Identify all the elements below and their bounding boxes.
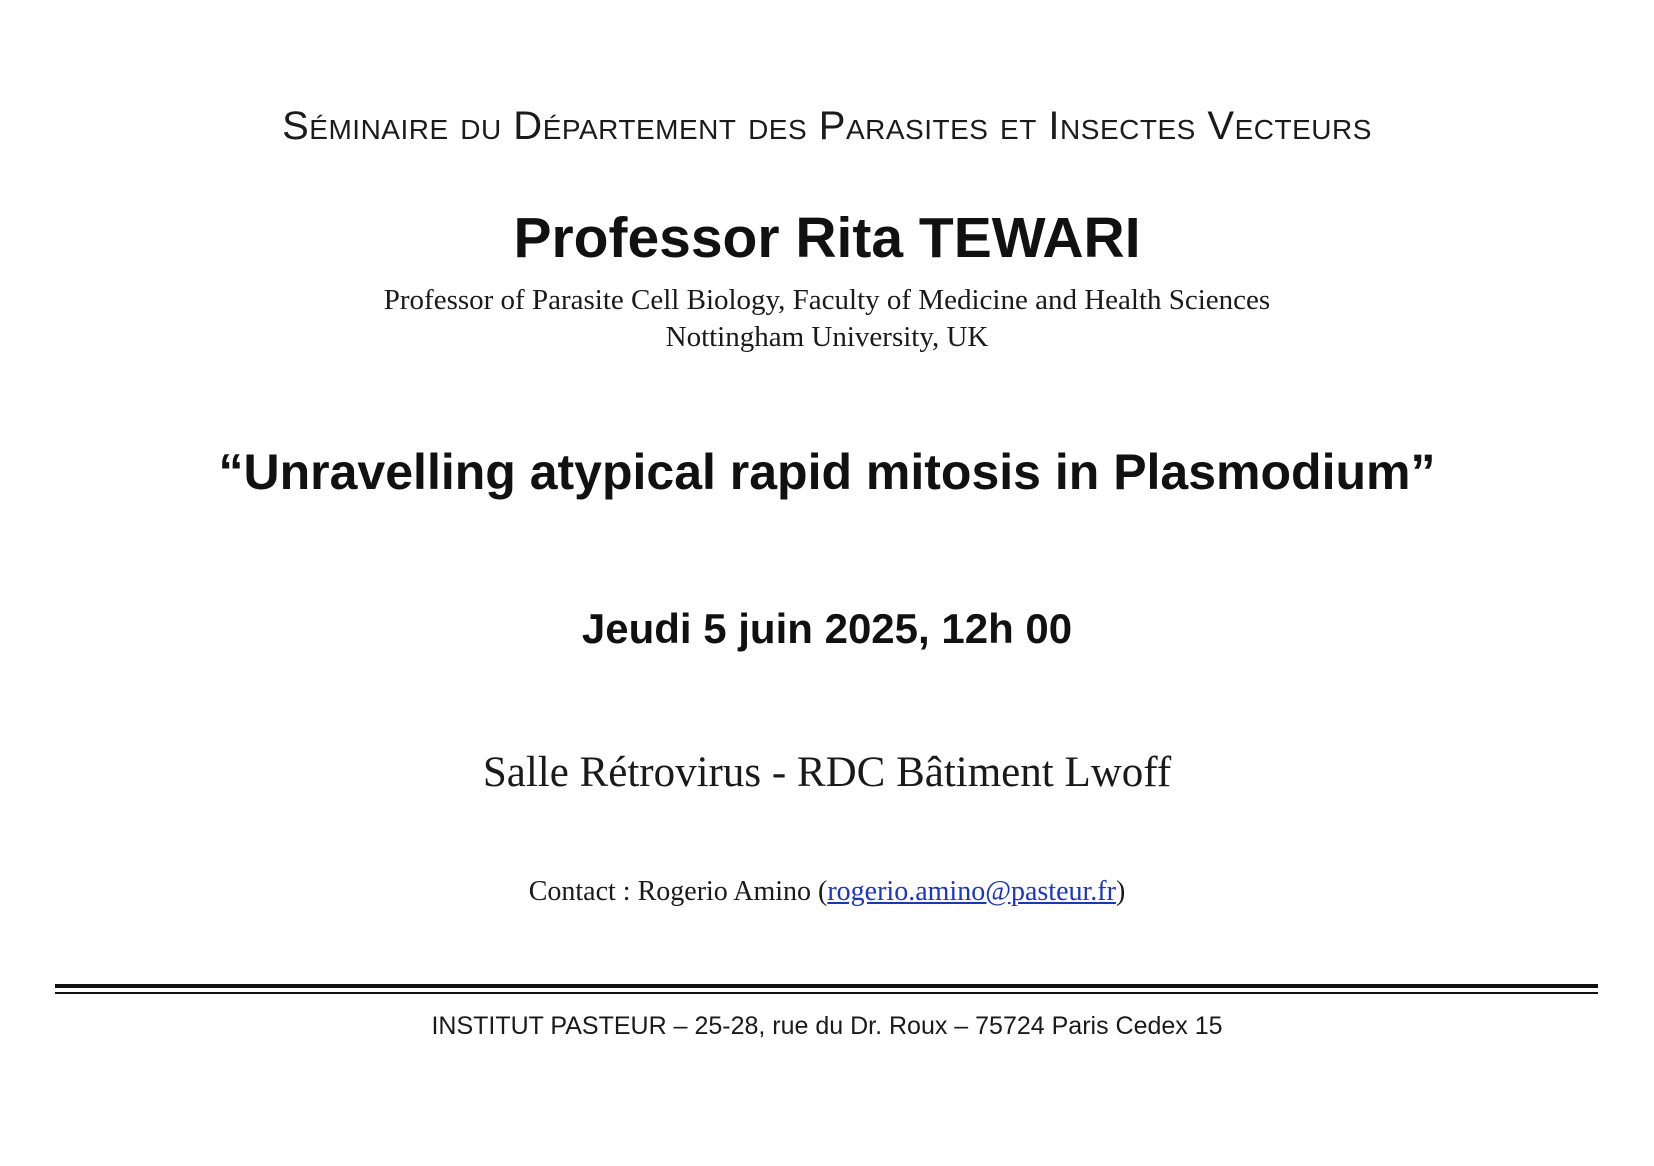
contact-line: [0, 876, 1654, 908]
event-datetime: Jeudi 5 juin 2025, 12h 00: [581, 605, 1073, 652]
speaker-name: Professor Rita TEWARI: [513, 206, 1141, 270]
institute-address: INSTITUT PASTEUR – 25-28, rue du Dr. Roux – 75724 Paris Cedex 15: [431, 1012, 1223, 1040]
contact-suffix: ): [1115, 876, 1126, 907]
contact-prefix: Contact : Rogerio Amino (: [528, 876, 828, 907]
department-heading: Séminaire du Département des Parasites et Insectes Vecteurs: [282, 104, 1372, 148]
footer-divider-thin: [55, 992, 1598, 994]
speaker-affiliation: [0, 282, 1654, 356]
speaker-institution: Nottingham University, UK: [665, 321, 989, 353]
contact-email-link[interactable]: rogerio.amino@pasteur.fr: [827, 876, 1116, 907]
talk-title: “Unravelling atypical rapid mitosis in Plasmodium”: [218, 444, 1436, 500]
event-venue: Salle Rétrovirus - RDC Bâtiment Lwoff: [482, 749, 1172, 796]
footer-divider-thick: [55, 984, 1598, 988]
speaker-position: Professor of Parasite Cell Biology, Faculty of Medicine and Health Sciences: [383, 284, 1271, 316]
